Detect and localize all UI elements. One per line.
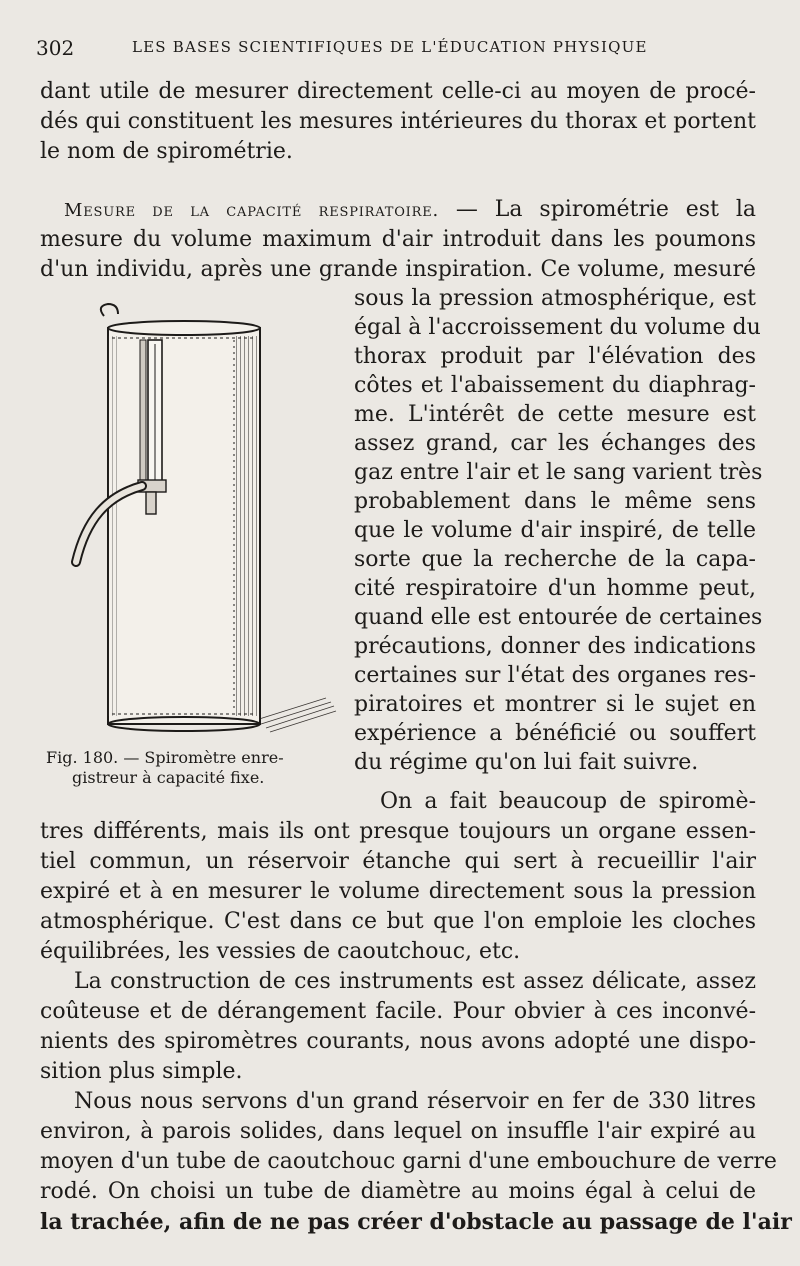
text-line: thorax produit par l'élévation des — [354, 344, 756, 369]
text-line: d'un individu, après une grande inspiration. Ce volume, mesuré — [40, 257, 756, 282]
spirometer-illustration — [56, 300, 346, 740]
text-line: moyen d'un tube de caoutchouc garni d'une embouchure de verre — [40, 1149, 777, 1174]
caption-line: Fig. 180. — Spiromètre enre- — [46, 748, 284, 767]
text-line: la trachée, afin de ne pas créer d'obstacle au passage de l'air — [40, 1209, 792, 1235]
section-heading-line — [64, 196, 756, 225]
caption-line: gistreur à capacité fixe. — [72, 768, 265, 787]
text-line: que le volume d'air inspiré, de telle — [354, 518, 756, 543]
text-line: coûteuse et de dérangement facile. Pour obvier à ces inconvé- — [40, 999, 756, 1024]
running-title: LES BASES SCIENTIFIQUES DE L'ÉDUCATION PHYSIQUE — [132, 38, 648, 56]
text-line: expiré et à en mesurer le volume directement sous la pression — [40, 879, 756, 904]
text-line: équilibrées, les vessies de caoutchouc, etc. — [40, 939, 521, 964]
text-line: côtes et l'abaissement du diaphrag- — [354, 373, 756, 398]
text-line: cité respiratoire d'un homme peut, — [354, 576, 756, 601]
text-line: expérience a bénéficié ou souffert — [354, 721, 756, 746]
text-line: gaz entre l'air et le sang varient très — [354, 460, 763, 485]
text-line: tres différents, mais ils ont presque toujours un organe essen- — [40, 819, 756, 844]
text-line: La construction de ces instruments est assez délicate, assez — [74, 969, 756, 994]
text-line: me. L'intérêt de cette mesure est — [354, 402, 756, 427]
text-line: quand elle est entourée de certaines — [354, 605, 763, 630]
text-line: Nous nous servons d'un grand réservoir en fer de 330 litres — [74, 1089, 756, 1114]
figure-caption — [46, 748, 346, 788]
text-line: tiel commun, un réservoir étanche qui sert à recueillir l'air — [40, 849, 756, 874]
text-line: précautions, donner des indications — [354, 634, 756, 659]
text-line: égal à l'accroissement du volume du — [354, 315, 761, 340]
text-line: nients des spiromètres courants, nous avons adopté une dispo- — [40, 1029, 756, 1054]
text-line: dés qui constituent les mesures intérieures du thorax et portent — [40, 109, 756, 134]
text-line: piratoires et montrer si le sujet en — [354, 692, 756, 717]
text-line: On a fait beaucoup de spiromè- — [380, 789, 756, 814]
text-line: sition plus simple. — [40, 1059, 243, 1084]
text-line: dant utile de mesurer directement celle-ci au moyen de procé- — [40, 79, 756, 104]
page-header — [36, 36, 776, 62]
text-run: — La spirométrie est la — [439, 197, 756, 222]
text-line: sorte que la recherche de la capa- — [354, 547, 756, 572]
page-number: 302 — [36, 36, 75, 60]
text-line: environ, à parois solides, dans lequel on insuffle l'air expiré au — [40, 1119, 756, 1144]
text-line: probablement dans le même sens — [354, 489, 756, 514]
text-line: sous la pression atmosphérique, est — [354, 286, 756, 311]
text-line: du régime qu'on lui fait suivre. — [354, 750, 699, 775]
section-heading: Mesure de la capacité respiratoire. — [64, 200, 440, 221]
text-line: le nom de spirométrie. — [40, 139, 293, 164]
text-line: certaines sur l'état des organes res- — [354, 663, 756, 688]
text-line: rodé. On choisi un tube de diamètre au moins égal à celui de — [40, 1179, 756, 1204]
text-line: mesure du volume maximum d'air introduit dans les poumons — [40, 227, 756, 252]
text-line: assez grand, car les échanges des — [354, 431, 756, 456]
text-line: atmosphérique. C'est dans ce but que l'on emploie les cloches — [40, 909, 756, 934]
